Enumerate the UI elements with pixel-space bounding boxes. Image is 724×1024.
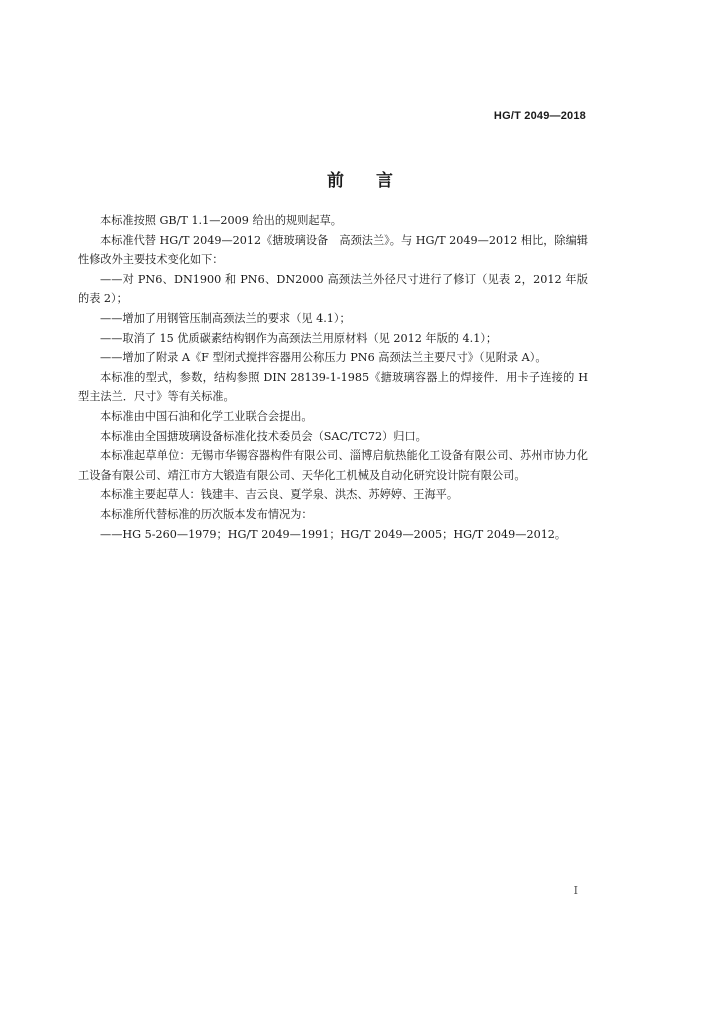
standard-code: HG/T 2049—2018 xyxy=(493,110,586,122)
paragraph-drafting-units: 本标准起草单位：无锡市华锡容器构件有限公司、淄博启航热能化工设备有限公司、苏州市协力化工设备有限公司、靖江市方大锻造有限公司、天华化工机械及自动化研究设计院有限公司。 xyxy=(78,449,588,482)
change-item-steel-pipe: ——增加了用钢管压制高颈法兰的要求（见 4.1）； xyxy=(100,311,351,325)
page-number: I xyxy=(573,884,578,897)
paragraph-reference-standard: 本标准的型式，参数，结构参照 DIN 28139-1-1985《搪玻璃容器上的焊接件．用卡子连接的 H 型主法兰．尺寸》等有关标准。 xyxy=(78,370,588,404)
change-item-carbon-steel: ——取消了 15 优质碳素结构钢作为高颈法兰用原材料（见 2012 年版的 4.1）； xyxy=(100,331,498,345)
paragraph-history-list: ——HG 5-260—1979；HG/T 2049—1991；HG/T 2049—2005；HG/T 2049—2012。 xyxy=(100,527,567,541)
change-item-annex-a: ——增加了附录 A《F 型闭式搅拌容器用公称压力 PN6 高颈法兰主要尺寸》（见附录 A）。 xyxy=(100,351,547,365)
change-item-flange-diameter: ——对 PN6、DN1900 和 PN6、DN2000 高颈法兰外径尺寸进行了修订（见表 2，2012 年版的表 2）； xyxy=(78,272,588,306)
paragraph-history-intro: 本标准所代替标准的历次版本发布情况为： xyxy=(100,507,313,521)
paragraph-drafting-rules: 本标准按照 GB/T 1.1—2009 给出的规则起草。 xyxy=(100,214,342,227)
paragraph-under-jurisdiction: 本标准由全国搪玻璃设备标准化技术委员会（SAC/TC72）归口。 xyxy=(100,429,427,443)
paragraph-proposed-by: 本标准由中国石油和化学工业联合会提出。 xyxy=(100,409,313,423)
paragraph-drafters: 本标准主要起草人：钱建丰、吉云良、夏学泉、洪杰、苏婷婷、王海平。 xyxy=(100,488,459,502)
paragraph-replaces: 本标准代替 HG/T 2049—2012《搪玻璃设备 高颈法兰》。与 HG/T 2049—2012 相比，除编辑性修改外主要技术变化如下： xyxy=(78,233,588,267)
foreword-body xyxy=(78,211,588,544)
page-title: 前言 xyxy=(327,171,425,191)
